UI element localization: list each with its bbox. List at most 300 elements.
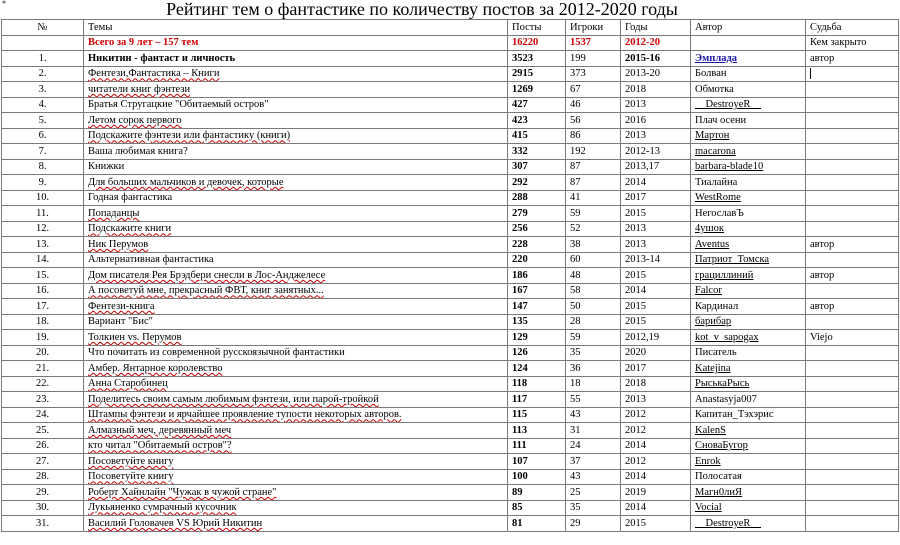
row-topic-text: Попаданцы	[88, 207, 140, 219]
row-years-text: 2018	[625, 378, 646, 390]
row-num-text: 7.	[38, 145, 47, 157]
header-topic: Темы	[84, 20, 508, 36]
row-fate	[806, 252, 899, 268]
row-author	[691, 66, 806, 82]
row-topic-text: Посоветуйте книгу	[88, 455, 174, 467]
row-topic	[84, 128, 508, 144]
row-years	[621, 314, 691, 330]
row-topic	[84, 283, 508, 299]
row-topic	[84, 113, 508, 129]
row-topic-text: Книжки	[88, 161, 125, 173]
table-row	[2, 237, 899, 253]
row-author-text: Enrok	[695, 455, 721, 467]
row-num-text: 3.	[38, 83, 47, 95]
row-topic	[84, 485, 508, 501]
row-num	[2, 51, 84, 67]
row-years-text: 2013	[625, 238, 646, 250]
row-years-text: 2014	[625, 285, 646, 297]
row-years	[621, 361, 691, 377]
table-row	[2, 485, 899, 501]
row-author	[691, 206, 806, 222]
row-topic	[84, 299, 508, 315]
row-topic	[84, 376, 508, 392]
row-author	[691, 113, 806, 129]
row-num-text: 13.	[35, 238, 50, 250]
row-author	[691, 252, 806, 268]
row-fate	[806, 159, 899, 175]
row-years	[621, 376, 691, 392]
row-author-text: Полосатая	[695, 471, 742, 483]
row-topic	[84, 516, 508, 532]
row-num-text: 23.	[35, 393, 50, 405]
row-fate	[806, 113, 899, 129]
row-author	[691, 407, 806, 423]
row-num	[2, 283, 84, 299]
row-topic-text: Фентези,Фантастика – Книги	[88, 68, 220, 80]
row-topic	[84, 82, 508, 98]
row-num	[2, 128, 84, 144]
row-years-text: 2015	[625, 517, 646, 529]
row-author-text: Писатель	[695, 347, 737, 359]
total-players: 1537	[566, 35, 621, 51]
row-posts-text: 111	[512, 440, 527, 452]
row-author-text: WestRome	[695, 192, 741, 204]
total-num	[2, 35, 84, 51]
row-num-text: 12.	[35, 223, 50, 235]
row-years	[621, 159, 691, 175]
row-topic	[84, 454, 508, 470]
row-players-text: 43	[570, 471, 581, 483]
row-posts	[508, 485, 566, 501]
row-years	[621, 66, 691, 82]
table-row	[2, 113, 899, 129]
row-topic	[84, 190, 508, 206]
row-posts-text: 307	[512, 161, 528, 173]
row-players-text: 28	[570, 316, 581, 328]
row-topic	[84, 144, 508, 160]
table-row	[2, 438, 899, 454]
table-row	[2, 97, 899, 113]
row-fate	[806, 82, 899, 98]
row-author	[691, 283, 806, 299]
row-num-text: 29.	[35, 486, 50, 498]
row-years-text: 2013,17	[625, 161, 660, 173]
row-posts-text: 228	[512, 238, 528, 250]
row-author-text: Капитан_Тэхэрис	[695, 409, 774, 421]
row-author-text: грациллиний	[695, 269, 754, 281]
row-author	[691, 175, 806, 191]
row-num	[2, 330, 84, 346]
row-years-text: 2015	[625, 207, 646, 219]
row-years-text: 2012,19	[625, 331, 660, 343]
row-fate	[806, 469, 899, 485]
total-author	[691, 35, 806, 51]
row-posts	[508, 283, 566, 299]
corner-mark: *	[2, 0, 6, 8]
row-years	[621, 268, 691, 284]
row-posts	[508, 500, 566, 516]
row-fate	[806, 376, 899, 392]
row-topic-text: Василий Головачев VS Юрий Никитин	[88, 517, 263, 529]
row-fate-text: Viejo	[810, 331, 833, 343]
row-posts	[508, 423, 566, 439]
row-posts-text: 107	[512, 455, 528, 467]
row-num-text: 31.	[35, 517, 50, 529]
row-topic	[84, 345, 508, 361]
row-posts	[508, 82, 566, 98]
row-topic-text: Летом сорок первого	[88, 114, 182, 126]
row-topic	[84, 407, 508, 423]
row-years	[621, 469, 691, 485]
row-num-text: 2.	[38, 68, 47, 80]
row-posts	[508, 330, 566, 346]
table-row	[2, 159, 899, 175]
row-topic-text: Что почитать из современной русскоязычной фантастики	[88, 347, 345, 359]
row-author-text: Болван	[695, 68, 727, 80]
row-posts-text: 129	[512, 331, 528, 343]
row-num	[2, 361, 84, 377]
row-num	[2, 221, 84, 237]
row-author-text: Плач осени	[695, 114, 747, 126]
row-num	[2, 345, 84, 361]
row-players-text: 50	[570, 300, 581, 312]
row-players	[566, 82, 621, 98]
row-players-text: 87	[570, 176, 581, 188]
row-topic-text: Для больших мальчиков и девочек, которые	[88, 176, 284, 188]
table-row	[2, 376, 899, 392]
row-posts-text: 292	[512, 176, 528, 188]
row-years	[621, 423, 691, 439]
row-num	[2, 314, 84, 330]
row-posts-text: 147	[512, 300, 528, 312]
row-num	[2, 237, 84, 253]
row-players-text: 59	[570, 331, 581, 343]
row-years	[621, 330, 691, 346]
row-num-text: 28.	[35, 471, 50, 483]
row-author-text: Aventus	[695, 238, 730, 250]
row-author-text: Тиалайна	[695, 176, 738, 188]
row-topic-text: Штампы фэнтези и ярчайшее проявление тупости некоторых авторов.	[88, 409, 402, 421]
row-num-text: 1.	[38, 52, 47, 64]
row-years-text: 2013-14	[625, 254, 660, 266]
row-topic-text: Анна Старобинец	[88, 378, 168, 390]
row-author-text: Anastasyja007	[695, 393, 757, 405]
row-years	[621, 128, 691, 144]
row-players	[566, 237, 621, 253]
table-row	[2, 144, 899, 160]
row-players	[566, 144, 621, 160]
table-body	[2, 51, 899, 532]
row-author-text: РыськаРысь	[695, 378, 750, 390]
rating-table	[1, 19, 899, 532]
row-author-text: Эмплада	[695, 52, 738, 64]
row-posts	[508, 376, 566, 392]
row-posts-text: 117	[512, 393, 528, 405]
row-author-text: 4ушок	[695, 223, 724, 235]
row-players-text: 38	[570, 238, 581, 250]
total-years: 2012-20	[621, 35, 691, 51]
row-years	[621, 190, 691, 206]
row-fate	[806, 237, 899, 253]
row-players-text: 43	[570, 409, 581, 421]
row-players-text: 59	[570, 207, 581, 219]
row-topic-text: Роберт Хайнлайн "Чужак в чужой стране"	[88, 486, 277, 498]
row-players-text: 67	[570, 83, 581, 95]
table-row	[2, 66, 899, 82]
row-posts	[508, 221, 566, 237]
row-author-text: барибар	[695, 316, 732, 328]
row-topic-text: Алмазный меч, деревянный меч	[88, 424, 232, 436]
row-players	[566, 283, 621, 299]
row-author	[691, 361, 806, 377]
row-players-text: 36	[570, 362, 581, 374]
row-posts	[508, 392, 566, 408]
row-num-text: 14.	[35, 254, 50, 266]
row-years-text: 2015-16	[625, 52, 660, 64]
row-num	[2, 376, 84, 392]
row-author	[691, 454, 806, 470]
row-posts	[508, 438, 566, 454]
row-num-text: 30.	[35, 502, 50, 514]
row-players	[566, 113, 621, 129]
row-players-text: 60	[570, 254, 581, 266]
row-fate	[806, 97, 899, 113]
row-topic	[84, 500, 508, 516]
row-num	[2, 407, 84, 423]
table-row	[2, 283, 899, 299]
row-fate	[806, 175, 899, 191]
row-author	[691, 345, 806, 361]
row-players-text: 192	[570, 145, 586, 157]
row-fate-text: автор	[810, 269, 835, 281]
row-num	[2, 500, 84, 516]
row-posts	[508, 97, 566, 113]
row-num-text: 16.	[35, 285, 50, 297]
text-cursor	[810, 68, 811, 79]
row-fate	[806, 485, 899, 501]
row-players	[566, 66, 621, 82]
row-posts-text: 279	[512, 207, 528, 219]
row-topic-text: Фентези-книга	[88, 300, 155, 312]
row-num	[2, 159, 84, 175]
row-posts	[508, 128, 566, 144]
row-posts-text: 118	[512, 378, 528, 390]
row-posts-text: 423	[512, 114, 528, 126]
row-num-text: 26.	[35, 440, 50, 452]
row-topic	[84, 206, 508, 222]
row-posts	[508, 345, 566, 361]
row-topic	[84, 66, 508, 82]
row-players	[566, 423, 621, 439]
table-row	[2, 516, 899, 532]
row-author	[691, 82, 806, 98]
row-posts-text: 100	[512, 471, 528, 483]
row-years	[621, 237, 691, 253]
row-years	[621, 283, 691, 299]
table-row	[2, 128, 899, 144]
row-topic-text: Поделитесь своим самым любимым фэнтези, или парой-тройкой	[88, 393, 379, 405]
table-row	[2, 51, 899, 67]
row-players-text: 55	[570, 393, 581, 405]
row-num	[2, 423, 84, 439]
row-topic-text: Подскажите книги	[88, 223, 172, 235]
row-posts-text: 113	[512, 424, 528, 436]
row-num	[2, 299, 84, 315]
row-years-text: 2014	[625, 440, 646, 452]
row-author	[691, 268, 806, 284]
row-topic-text: Амбер. Янтарное королевство	[88, 362, 223, 374]
row-num	[2, 113, 84, 129]
total-row	[2, 35, 899, 51]
row-players	[566, 361, 621, 377]
row-num-text: 17.	[35, 300, 50, 312]
row-posts-text: 85	[512, 502, 523, 514]
row-author	[691, 500, 806, 516]
row-author	[691, 330, 806, 346]
table-row	[2, 454, 899, 470]
header-row	[2, 20, 899, 36]
header-posts: Посты	[508, 20, 566, 36]
row-players-text: 86	[570, 130, 581, 142]
row-years	[621, 144, 691, 160]
row-players-text: 48	[570, 269, 581, 281]
row-author-text: Мартон	[695, 130, 730, 142]
row-topic	[84, 237, 508, 253]
row-players-text: 29	[570, 517, 581, 529]
row-author	[691, 144, 806, 160]
table-row	[2, 500, 899, 516]
row-author-text: НегославЪ	[695, 207, 744, 219]
row-author-text: Falcor	[695, 285, 722, 297]
row-num-text: 25.	[35, 424, 50, 436]
row-years-text: 2017	[625, 362, 646, 374]
row-author	[691, 392, 806, 408]
table-row	[2, 392, 899, 408]
row-posts	[508, 407, 566, 423]
row-players	[566, 469, 621, 485]
row-posts	[508, 159, 566, 175]
table-row	[2, 175, 899, 191]
row-players	[566, 206, 621, 222]
row-posts	[508, 361, 566, 377]
header-author: Автор	[691, 20, 806, 36]
row-num	[2, 485, 84, 501]
row-fate	[806, 128, 899, 144]
row-topic	[84, 438, 508, 454]
row-num-text: 19.	[35, 331, 50, 343]
row-topic-text: Ваша любимая книга?	[88, 145, 188, 157]
row-players	[566, 128, 621, 144]
row-players-text: 52	[570, 223, 581, 235]
row-years	[621, 175, 691, 191]
row-posts-text: 126	[512, 347, 528, 359]
row-years-text: 2013-20	[625, 68, 660, 80]
row-fate	[806, 206, 899, 222]
row-topic-text: читатели книг фэнтези	[88, 83, 191, 95]
row-players-text: 35	[570, 502, 581, 514]
table-row	[2, 82, 899, 98]
row-posts	[508, 190, 566, 206]
row-players-text: 18	[570, 378, 581, 390]
row-num-text: 5.	[38, 114, 47, 126]
row-topic-text: Вариант "Бис"	[88, 316, 153, 328]
row-num	[2, 175, 84, 191]
row-num-text: 20.	[35, 347, 50, 359]
row-posts-text: 124	[512, 362, 528, 374]
row-author-text: __DestroyeR__	[695, 517, 761, 529]
row-players	[566, 252, 621, 268]
row-author	[691, 97, 806, 113]
row-players	[566, 454, 621, 470]
row-players-text: 199	[570, 52, 586, 64]
row-years	[621, 407, 691, 423]
row-author	[691, 221, 806, 237]
header-fate: Судьба	[806, 20, 899, 36]
row-fate	[806, 423, 899, 439]
row-num	[2, 516, 84, 532]
row-years	[621, 82, 691, 98]
row-topic	[84, 469, 508, 485]
row-years-text: 2013	[625, 99, 646, 111]
row-fate	[806, 299, 899, 315]
row-fate-text: автор	[810, 238, 835, 250]
row-players-text: 24	[570, 440, 581, 452]
row-topic-text: Ник Перумов	[88, 238, 149, 250]
row-author-text: Vocial	[695, 502, 722, 514]
table-row	[2, 268, 899, 284]
row-author	[691, 516, 806, 532]
row-fate	[806, 314, 899, 330]
row-author	[691, 314, 806, 330]
row-posts	[508, 66, 566, 82]
row-players	[566, 330, 621, 346]
row-topic	[84, 330, 508, 346]
row-years-text: 2017	[625, 192, 646, 204]
row-fate	[806, 51, 899, 67]
row-years	[621, 454, 691, 470]
row-num	[2, 268, 84, 284]
row-players	[566, 221, 621, 237]
row-posts-text: 81	[512, 517, 523, 529]
row-num	[2, 252, 84, 268]
table-row	[2, 423, 899, 439]
row-players-text: 87	[570, 161, 581, 173]
table-row	[2, 361, 899, 377]
row-posts-text: 89	[512, 486, 523, 498]
row-posts-text: 220	[512, 254, 528, 266]
row-author-text: Katejina	[695, 362, 731, 374]
row-topic-text: Дом писателя Рея Брэдбери снесли в Лос-Анджелесе	[88, 269, 326, 281]
row-topic-text: Братья Стругацкие "Обитаемый остров"	[88, 99, 269, 111]
row-author	[691, 423, 806, 439]
row-players-text: 373	[570, 68, 586, 80]
row-num	[2, 206, 84, 222]
total-fate: Кем закрыто	[806, 35, 899, 51]
row-players	[566, 299, 621, 315]
row-years-text: 2012	[625, 409, 646, 421]
row-posts	[508, 206, 566, 222]
total-posts: 16220	[508, 35, 566, 51]
row-years-text: 2020	[625, 347, 646, 359]
row-fate	[806, 454, 899, 470]
row-years-text: 2014	[625, 176, 646, 188]
row-years-text: 2018	[625, 83, 646, 95]
row-fate	[806, 361, 899, 377]
row-posts	[508, 516, 566, 532]
row-players-text: 58	[570, 285, 581, 297]
total-topic: Всего за 9 лет – 157 тем	[84, 35, 508, 51]
row-fate	[806, 330, 899, 346]
